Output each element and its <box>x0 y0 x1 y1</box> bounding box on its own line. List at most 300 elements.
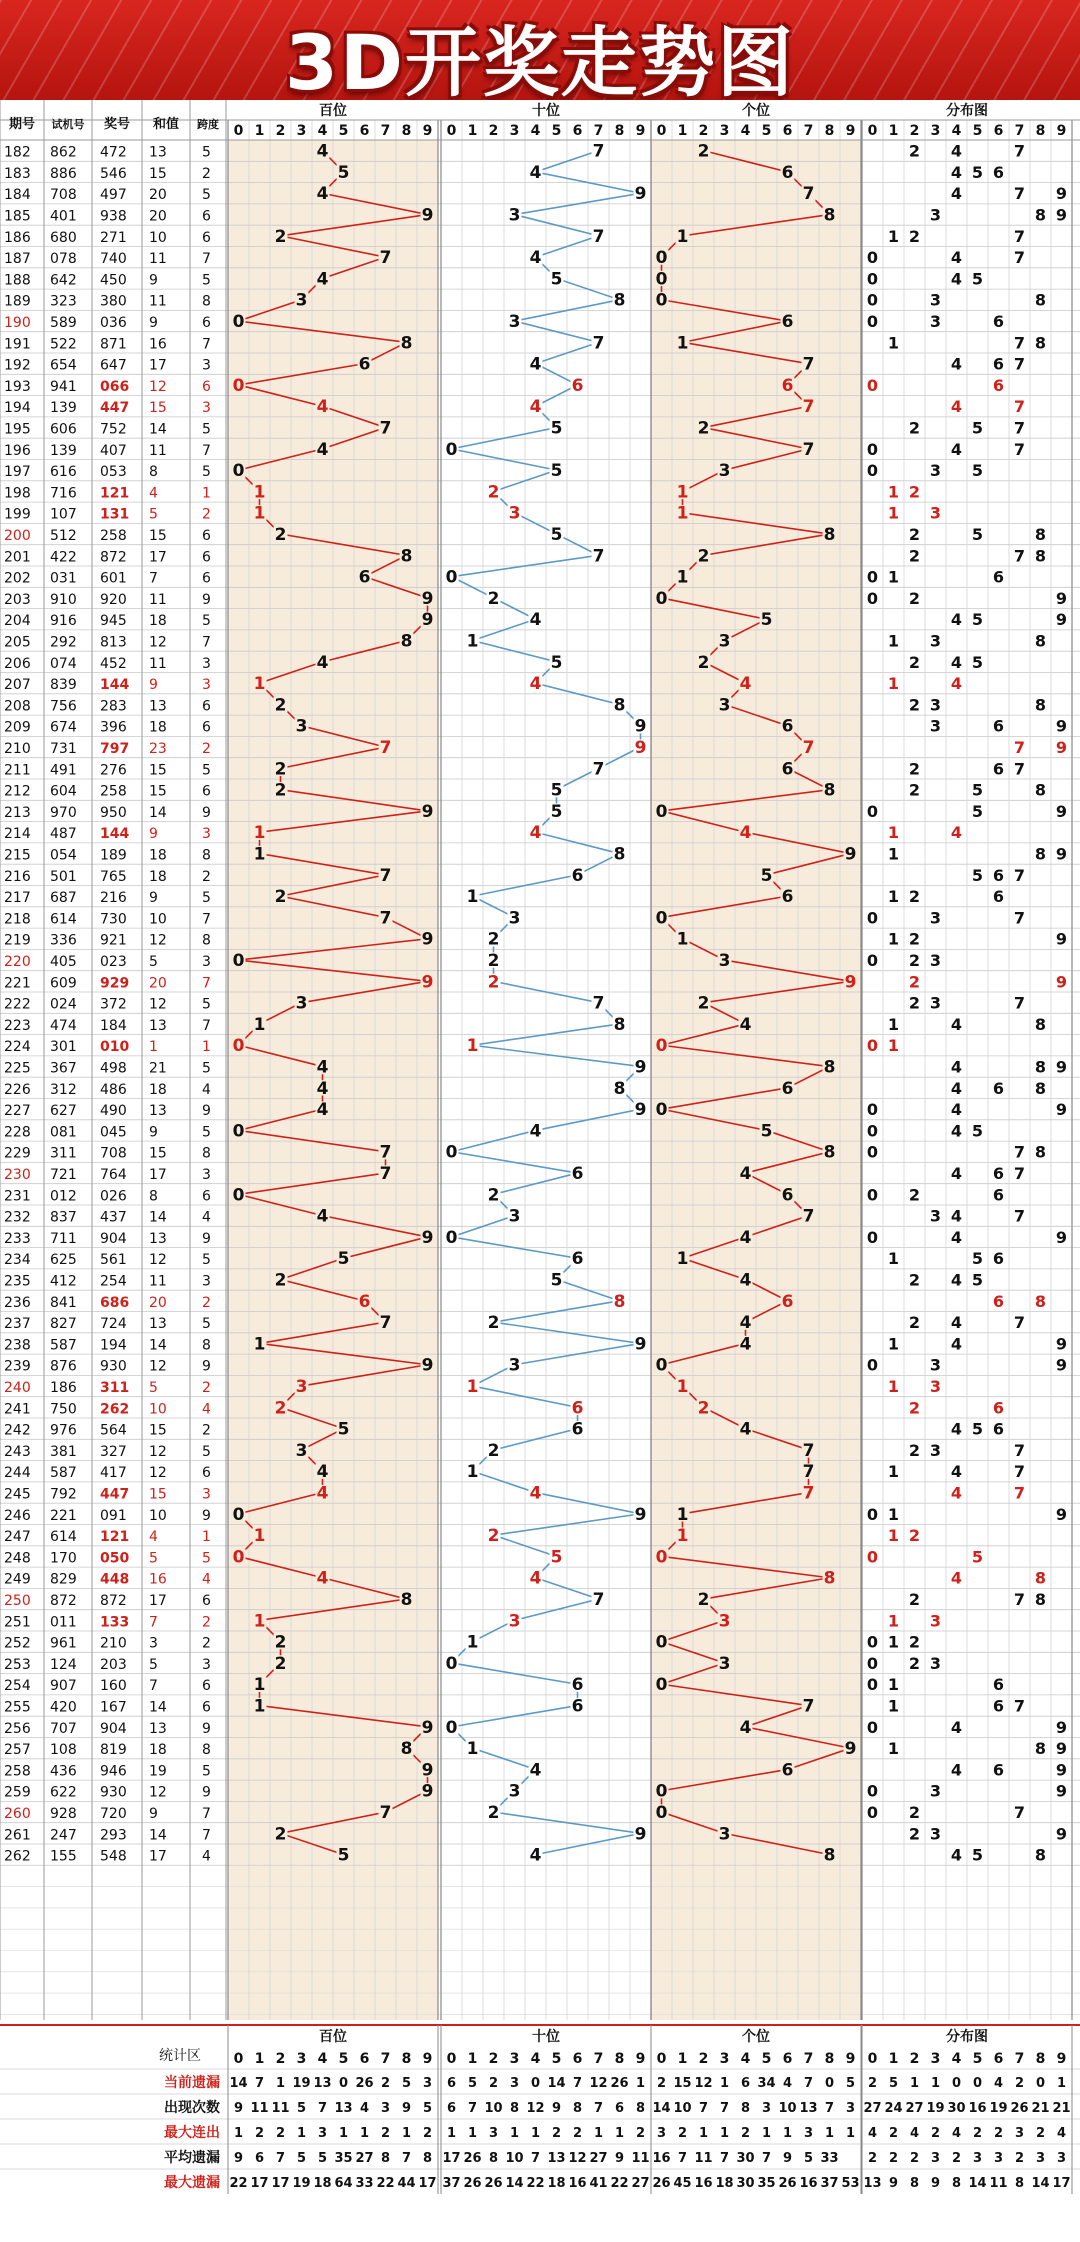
test-number-cell: 323 <box>50 293 77 310</box>
distribution-mark: 3 <box>929 1611 942 1631</box>
stats-value: 24 <box>884 2101 903 2116</box>
digit-mark-tens: 7 <box>592 226 605 247</box>
span-cell: 5 <box>202 762 211 779</box>
stats-value: 14 <box>652 2101 671 2116</box>
distribution-mark: 9 <box>1055 588 1068 608</box>
distribution-mark: 2 <box>908 1632 921 1652</box>
digit-mark-tens: 3 <box>508 1611 521 1632</box>
draw-number-cell: 311 <box>100 1380 130 1397</box>
stats-value: 4 <box>359 2101 370 2116</box>
stats-value: 16 <box>568 2176 587 2191</box>
stats-value: 18 <box>715 2176 734 2191</box>
distribution-mark: 2 <box>908 780 921 800</box>
stats-value: 3 <box>1056 2151 1067 2166</box>
digit-mark-hundreds: 2 <box>274 887 287 908</box>
stats-value: 7 <box>275 2151 286 2166</box>
distribution-mark: 9 <box>1055 801 1068 821</box>
stats-digit-header: 4 <box>951 2051 962 2067</box>
digit-mark-units: 8 <box>823 1057 836 1078</box>
span-cell: 1 <box>202 485 211 502</box>
draw-number-cell: 813 <box>100 634 127 651</box>
digit-mark-hundreds: 1 <box>253 1014 266 1035</box>
period-cell: 200 <box>4 528 31 545</box>
stats-value: 17 <box>442 2151 461 2166</box>
digit-mark-units: 2 <box>697 1398 710 1419</box>
period-cell: 197 <box>4 464 31 481</box>
period-cell: 241 <box>4 1401 31 1418</box>
distribution-mark: 8 <box>1034 1739 1047 1759</box>
digit-mark-units: 0 <box>655 269 668 290</box>
stats-value: 1 <box>275 2076 286 2091</box>
stats-value: 9 <box>233 2151 244 2166</box>
distribution-mark: 9 <box>1055 844 1068 864</box>
span-cell: 2 <box>202 165 211 182</box>
digit-mark-hundreds: 1 <box>253 823 266 844</box>
digit-mark-hundreds: 3 <box>295 290 308 311</box>
distribution-mark: 4 <box>950 1760 963 1780</box>
digit-mark-units: 8 <box>823 1845 836 1866</box>
stats-value: 3 <box>761 2101 772 2116</box>
distribution-mark: 0 <box>866 269 879 289</box>
span-cell: 7 <box>202 336 211 353</box>
distribution-mark: 3 <box>929 312 942 332</box>
test-number-cell: 139 <box>50 400 77 417</box>
test-number-cell: 024 <box>50 996 77 1013</box>
distribution-mark: 1 <box>887 567 900 587</box>
test-number-cell: 412 <box>50 1273 77 1290</box>
digit-mark-units: 1 <box>676 567 689 588</box>
period-cell: 258 <box>4 1763 31 1780</box>
digit-header: 8 <box>401 123 412 139</box>
distribution-mark: 1 <box>887 1504 900 1524</box>
draw-number-cell: 283 <box>100 698 127 715</box>
draw-number-cell: 548 <box>100 1848 127 1865</box>
sum-cell: 18 <box>149 1742 167 1759</box>
digit-mark-hundreds: 4 <box>316 1462 329 1483</box>
span-cell: 4 <box>202 1081 211 1098</box>
digit-mark-tens: 4 <box>529 1568 542 1589</box>
test-number-cell: 886 <box>50 165 77 182</box>
draw-number-cell: 437 <box>100 1209 127 1226</box>
period-cell: 183 <box>4 165 31 182</box>
test-number-cell: 108 <box>50 1742 77 1759</box>
draw-number-cell: 472 <box>100 144 127 161</box>
stats-digit-header: 6 <box>782 2051 793 2067</box>
digit-header: 0 <box>656 123 667 139</box>
stats-value: 6 <box>740 2076 751 2091</box>
stats-value: 8 <box>509 2101 520 2116</box>
draw-number-cell: 920 <box>100 591 127 608</box>
distribution-mark: 0 <box>866 248 879 268</box>
digit-mark-hundreds: 4 <box>316 1057 329 1078</box>
digit-mark-units: 7 <box>802 1696 815 1717</box>
stats-digit-header: 3 <box>719 2051 730 2067</box>
digit-mark-hundreds: 9 <box>421 801 434 822</box>
stats-value: 8 <box>635 2101 646 2116</box>
sum-cell: 19 <box>149 1763 167 1780</box>
stats-value: 13 <box>313 2076 332 2091</box>
stats-value: 27 <box>631 2176 650 2191</box>
stats-value: 34 <box>757 2076 776 2091</box>
digit-mark-tens: 8 <box>613 695 626 716</box>
stats-digit-header: 8 <box>824 2051 835 2067</box>
distribution-mark: 7 <box>1013 1462 1026 1482</box>
stats-value: 16 <box>652 2151 671 2166</box>
digit-mark-hundreds: 2 <box>274 759 287 780</box>
distribution-mark: 2 <box>908 141 921 161</box>
distribution-mark: 0 <box>866 951 879 971</box>
stats-value: 26 <box>355 2076 374 2091</box>
span-cell: 9 <box>202 1358 211 1375</box>
stats-value: 13 <box>863 2176 882 2191</box>
distribution-mark: 1 <box>887 674 900 694</box>
draw-number-cell: 921 <box>100 932 127 949</box>
digit-mark-tens: 6 <box>571 1675 584 1696</box>
digit-header: 7 <box>1014 123 1025 139</box>
section-header-tens: 十位 <box>532 103 560 119</box>
sum-cell: 12 <box>149 932 167 949</box>
sum-cell: 17 <box>149 1167 167 1184</box>
distribution-mark: 9 <box>1055 205 1068 225</box>
draw-number-cell: 498 <box>100 1060 127 1077</box>
distribution-mark: 4 <box>950 354 963 374</box>
digit-mark-tens: 0 <box>445 439 458 460</box>
test-number-cell: 961 <box>50 1635 77 1652</box>
draw-number-cell: 189 <box>100 847 127 864</box>
distribution-mark: 7 <box>1013 993 1026 1013</box>
period-cell: 249 <box>4 1571 31 1588</box>
stats-value: 2 <box>951 2151 962 2166</box>
test-number-cell: 124 <box>50 1656 77 1673</box>
period-cell: 206 <box>4 655 31 672</box>
distribution-mark: 7 <box>1013 1483 1026 1503</box>
stats-digit-header: 0 <box>656 2051 667 2067</box>
distribution-mark: 1 <box>887 482 900 502</box>
test-number-cell: 910 <box>50 591 77 608</box>
span-cell: 5 <box>202 613 211 630</box>
stats-value: 2 <box>1014 2076 1025 2091</box>
digit-mark-tens: 8 <box>613 844 626 865</box>
distribution-mark: 1 <box>887 844 900 864</box>
draw-number-cell: 203 <box>100 1656 127 1673</box>
period-cell: 256 <box>4 1720 31 1737</box>
test-number-cell: 474 <box>50 1017 77 1034</box>
sum-cell: 13 <box>149 1230 167 1247</box>
digit-mark-hundreds: 2 <box>274 1824 287 1845</box>
digit-header: 3 <box>930 123 941 139</box>
span-cell: 6 <box>202 208 211 225</box>
digit-mark-units: 0 <box>655 908 668 929</box>
digit-mark-units: 2 <box>697 993 710 1014</box>
distribution-mark: 2 <box>908 993 921 1013</box>
span-cell: 9 <box>202 1784 211 1801</box>
sum-cell: 12 <box>149 1784 167 1801</box>
distribution-mark: 1 <box>887 631 900 651</box>
distribution-mark: 7 <box>1013 354 1026 374</box>
test-number-cell: 616 <box>50 464 77 481</box>
distribution-mark: 7 <box>1013 1206 1026 1226</box>
digit-mark-units: 3 <box>718 695 731 716</box>
distribution-mark: 2 <box>908 1653 921 1673</box>
digit-header: 3 <box>509 123 520 139</box>
digit-mark-hundreds: 2 <box>274 1632 287 1653</box>
stats-digit-header: 9 <box>845 2051 856 2067</box>
stats-value: 64 <box>334 2176 353 2191</box>
distribution-mark: 2 <box>908 1440 921 1460</box>
distribution-mark: 0 <box>866 1653 879 1673</box>
digit-header: 6 <box>782 123 793 139</box>
stats-value: 1 <box>509 2126 520 2141</box>
digit-mark-hundreds: 0 <box>232 1036 245 1057</box>
draw-number-cell: 904 <box>100 1230 127 1247</box>
distribution-mark: 6 <box>992 759 1005 779</box>
distribution-mark: 5 <box>971 865 984 885</box>
trend-chart-svg <box>0 100 1080 2242</box>
stats-value: 19 <box>926 2101 945 2116</box>
stats-value: 11 <box>694 2151 713 2166</box>
digit-header: 1 <box>677 123 688 139</box>
digit-mark-tens: 4 <box>529 397 542 418</box>
stats-value: 10 <box>505 2151 524 2166</box>
distribution-mark: 4 <box>950 1078 963 1098</box>
stats-value: 16 <box>968 2101 987 2116</box>
digit-mark-hundreds: 7 <box>379 1803 392 1824</box>
stats-value: 5 <box>467 2076 478 2091</box>
distribution-mark: 9 <box>1055 610 1068 630</box>
digit-mark-tens: 5 <box>550 461 563 482</box>
test-number-cell: 587 <box>50 1465 77 1482</box>
stats-digit-header: 7 <box>803 2051 814 2067</box>
period-cell: 217 <box>4 890 31 907</box>
distribution-mark: 6 <box>992 1398 1005 1418</box>
digit-mark-units: 0 <box>655 1036 668 1057</box>
stats-value: 44 <box>397 2176 416 2191</box>
test-number-cell: 841 <box>50 1294 77 1311</box>
digit-mark-units: 6 <box>781 1185 794 1206</box>
distribution-mark: 7 <box>1013 1313 1026 1333</box>
distribution-mark: 9 <box>1055 1227 1068 1247</box>
digit-mark-units: 4 <box>739 674 752 695</box>
digit-mark-hundreds: 9 <box>421 205 434 226</box>
distribution-mark: 9 <box>1055 1739 1068 1759</box>
period-cell: 253 <box>4 1656 31 1673</box>
stats-digit-header: 9 <box>1056 2051 1067 2067</box>
distribution-mark: 5 <box>971 461 984 481</box>
test-number-cell: 186 <box>50 1380 77 1397</box>
test-number-cell: 625 <box>50 1252 77 1269</box>
stats-value: 3 <box>803 2126 814 2141</box>
span-cell: 9 <box>202 1103 211 1120</box>
distribution-mark: 2 <box>908 1590 921 1610</box>
stats-value: 3 <box>509 2076 520 2091</box>
digit-mark-tens: 0 <box>445 567 458 588</box>
stats-value: 3 <box>972 2151 983 2166</box>
stats-value: 17 <box>1052 2176 1071 2191</box>
digit-mark-units: 0 <box>655 1675 668 1696</box>
span-cell: 6 <box>202 570 211 587</box>
period-cell: 190 <box>4 315 31 332</box>
period-cell: 195 <box>4 421 31 438</box>
distribution-mark: 8 <box>1034 1590 1047 1610</box>
digit-mark-hundreds: 9 <box>421 929 434 950</box>
span-cell: 9 <box>202 1230 211 1247</box>
digit-mark-units: 0 <box>655 1355 668 1376</box>
span-cell: 1 <box>202 1529 211 1546</box>
period-cell: 208 <box>4 698 31 715</box>
distribution-mark: 5 <box>971 780 984 800</box>
stats-value: 1 <box>782 2126 793 2141</box>
draw-number-cell: 167 <box>100 1699 127 1716</box>
column-header-period: 期号 <box>8 117 36 132</box>
stats-value: 6 <box>446 2076 457 2091</box>
span-cell: 4 <box>202 1209 211 1226</box>
stats-value: 13 <box>799 2101 818 2116</box>
stats-value: 2 <box>635 2126 646 2141</box>
stats-label: 统计区 <box>159 2048 201 2064</box>
stats-value: 1 <box>446 2126 457 2141</box>
distribution-mark: 1 <box>887 333 900 353</box>
stats-value: 2 <box>677 2126 688 2141</box>
period-cell: 262 <box>4 1848 31 1865</box>
distribution-mark: 0 <box>866 1100 879 1120</box>
digit-mark-hundreds: 3 <box>295 993 308 1014</box>
digit-mark-hundreds: 4 <box>316 397 329 418</box>
distribution-mark: 6 <box>992 312 1005 332</box>
stats-value: 9 <box>782 2151 793 2166</box>
distribution-mark: 2 <box>908 588 921 608</box>
draw-number-cell: 647 <box>100 357 127 374</box>
draw-number-cell: 276 <box>100 762 127 779</box>
distribution-mark: 9 <box>1055 929 1068 949</box>
distribution-mark: 3 <box>929 716 942 736</box>
digit-mark-units: 3 <box>718 1653 731 1674</box>
stats-value: 9 <box>233 2101 244 2116</box>
distribution-mark: 7 <box>1013 333 1026 353</box>
span-cell: 2 <box>202 1635 211 1652</box>
period-cell: 234 <box>4 1252 31 1269</box>
digit-header: 6 <box>993 123 1004 139</box>
digit-mark-hundreds: 7 <box>379 1313 392 1334</box>
distribution-mark: 2 <box>908 418 921 438</box>
digit-mark-tens: 9 <box>634 738 647 759</box>
span-cell: 5 <box>202 144 211 161</box>
stats-digit-header: 9 <box>635 2051 646 2067</box>
digit-mark-hundreds: 6 <box>358 354 371 375</box>
sum-cell: 21 <box>149 1060 167 1077</box>
test-number-cell: 336 <box>50 932 77 949</box>
distribution-mark: 3 <box>929 503 942 523</box>
stats-value: 8 <box>380 2151 391 2166</box>
distribution-mark: 0 <box>866 588 879 608</box>
digit-header: 8 <box>824 123 835 139</box>
period-cell: 216 <box>4 868 31 885</box>
stats-value: 14 <box>1031 2176 1050 2191</box>
digit-mark-tens: 2 <box>487 1440 500 1461</box>
period-cell: 228 <box>4 1124 31 1141</box>
distribution-mark: 5 <box>971 1845 984 1865</box>
digit-mark-hundreds: 4 <box>316 1568 329 1589</box>
sum-cell: 9 <box>149 272 158 289</box>
stats-value: 5 <box>317 2151 328 2166</box>
span-cell: 5 <box>202 1124 211 1141</box>
period-cell: 201 <box>4 549 31 566</box>
period-cell: 260 <box>4 1806 31 1823</box>
stats-value: 5 <box>401 2076 412 2091</box>
distribution-mark: 4 <box>950 1483 963 1503</box>
sum-cell: 18 <box>149 847 167 864</box>
digit-mark-units: 7 <box>802 397 815 418</box>
test-number-cell: 711 <box>50 1230 77 1247</box>
digit-mark-tens: 3 <box>508 503 521 524</box>
distribution-mark: 6 <box>992 1675 1005 1695</box>
digit-mark-tens: 7 <box>592 141 605 162</box>
sum-cell: 13 <box>149 1316 167 1333</box>
period-cell: 236 <box>4 1294 31 1311</box>
distribution-mark: 3 <box>929 695 942 715</box>
draw-number-cell: 904 <box>100 1720 127 1737</box>
test-number-cell: 941 <box>50 378 77 395</box>
stats-value: 41 <box>589 2176 608 2191</box>
span-cell: 1 <box>202 1039 211 1056</box>
stats-value: 1 <box>719 2076 730 2091</box>
span-cell: 9 <box>202 1507 211 1524</box>
digit-mark-hundreds: 2 <box>274 1270 287 1291</box>
stats-value: 1 <box>338 2126 349 2141</box>
sum-cell: 13 <box>149 1103 167 1120</box>
distribution-mark: 9 <box>1055 184 1068 204</box>
distribution-mark: 4 <box>950 184 963 204</box>
distribution-mark: 0 <box>866 1717 879 1737</box>
distribution-mark: 0 <box>866 1121 879 1141</box>
distribution-mark: 4 <box>950 610 963 630</box>
distribution-mark: 7 <box>1013 141 1026 161</box>
stats-digit-header: 2 <box>275 2051 286 2067</box>
span-cell: 8 <box>202 1337 211 1354</box>
span-cell: 6 <box>202 1699 211 1716</box>
digit-mark-tens: 8 <box>613 1078 626 1099</box>
column-header-span: 跨度 <box>197 118 219 131</box>
stats-value: 8 <box>951 2176 962 2191</box>
sum-cell: 14 <box>149 1827 167 1844</box>
stats-digit-header: 8 <box>1035 2051 1046 2067</box>
distribution-mark: 1 <box>887 1632 900 1652</box>
digit-mark-hundreds: 9 <box>421 1760 434 1781</box>
period-cell: 225 <box>4 1060 31 1077</box>
distribution-mark: 5 <box>971 652 984 672</box>
digit-mark-tens: 7 <box>592 546 605 567</box>
draw-number-cell: 210 <box>100 1635 127 1652</box>
stats-digit-header: 2 <box>488 2051 499 2067</box>
stats-value: 11 <box>250 2101 269 2116</box>
test-number-cell: 311 <box>50 1145 77 1162</box>
period-cell: 248 <box>4 1550 31 1567</box>
stats-value: 8 <box>740 2101 751 2116</box>
stats-value: 14 <box>505 2176 524 2191</box>
digit-mark-hundreds: 4 <box>316 1100 329 1121</box>
stats-value: 0 <box>338 2076 349 2091</box>
distribution-mark: 4 <box>950 439 963 459</box>
distribution-mark: 1 <box>887 226 900 246</box>
distribution-mark: 0 <box>866 908 879 928</box>
digit-mark-units: 4 <box>739 1419 752 1440</box>
digit-header: 2 <box>909 123 920 139</box>
sum-cell: 3 <box>149 1635 158 1652</box>
draw-number-cell: 293 <box>100 1827 127 1844</box>
period-cell: 231 <box>4 1188 31 1205</box>
period-cell: 188 <box>4 272 31 289</box>
digit-mark-units: 4 <box>739 1313 752 1334</box>
test-number-cell: 381 <box>50 1443 77 1460</box>
